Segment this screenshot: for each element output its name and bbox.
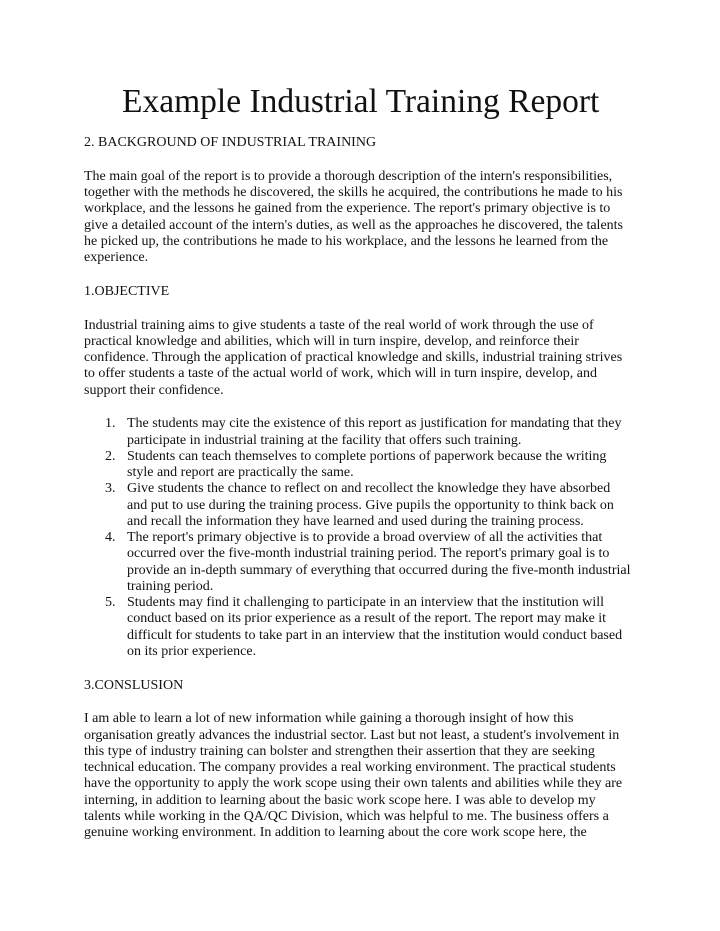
- document-title: Example Industrial Training Report: [122, 83, 600, 120]
- text-line: I am able to learn a lot of new information while gaining a thorough insight of how this: [84, 711, 574, 727]
- text-line: interning, in addition to learning about the basic work scope here. I was able to develop my: [84, 792, 596, 808]
- text-line: training period.: [127, 578, 214, 594]
- list-item: [84, 449, 684, 482]
- text-line: experience.: [84, 250, 149, 265]
- text-line: and recall the information they have learned and used during the training process.: [127, 513, 584, 529]
- text-line: conduct based on its prior experience as a result of the report. The report may make it: [127, 611, 607, 627]
- text-line: 3.CONSLUSION: [84, 677, 184, 693]
- text-line: The main goal of the report is to provide a thorough description of the intern's responsibilities,: [84, 168, 613, 184]
- section-heading: [84, 135, 684, 151]
- paragraph: [84, 169, 684, 267]
- text-line: participate in industrial training at the facility that offers such training.: [127, 432, 522, 448]
- text-line: The students may cite the existence of this report as justification for mandating that they: [127, 416, 622, 432]
- text-line: workplace, and the lessons he gained from the experience. The report's primary objective is to: [84, 201, 611, 217]
- text-line: 2. BACKGROUND OF INDUSTRIAL TRAINING: [84, 135, 377, 150]
- text-line: technical education. The company provides a real working environment. The practical students: [84, 760, 616, 775]
- list-item-number: 1.: [105, 416, 116, 432]
- list-item-number: 2.: [105, 448, 116, 464]
- text-line: Students may find it challenging to participate in an interview that the institution will: [127, 595, 605, 610]
- list-item-number: 3.: [105, 481, 116, 497]
- text-line: The report's primary objective is to provide a broad overview of all the activities that: [127, 530, 603, 545]
- text-line: difficult for students to take part in an interview that the institution would conduct based: [127, 627, 623, 643]
- paragraph: [84, 711, 684, 841]
- text-line: genuine working environment. In addition to learning about the core work scope here, the: [84, 825, 587, 840]
- section-heading: [84, 678, 684, 694]
- text-line: Give students the chance to reflect on and recollect the knowledge they have absorbed: [127, 481, 611, 497]
- document-body: [84, 135, 684, 859]
- text-line: Students can teach themselves to complete portions of paperwork because the writing: [127, 448, 607, 464]
- list-item-number: 4.: [105, 530, 116, 545]
- list-item: [84, 595, 684, 660]
- text-line: support their confidence.: [84, 382, 224, 398]
- text-line: and put to use during the training process. Give pupils the opportunity to think back on: [127, 497, 614, 513]
- text-line: have the opportunity to apply the work scope using their own talents and abilities while they are: [84, 776, 623, 792]
- text-line: to offer students a taste of the actual world of work, which will in turn inspire, develop, and: [84, 366, 597, 382]
- paragraph: [84, 318, 684, 399]
- list-item: [84, 530, 684, 595]
- numbered-list: [84, 416, 684, 660]
- list-item-number: 5.: [105, 595, 116, 610]
- text-line: give a detailed account of the intern's duties, as well as the approaches he discovered, the talents: [84, 217, 623, 233]
- text-line: together with the methods he discovered, the skills he acquired, the contributions he made to his: [84, 185, 623, 200]
- text-line: on its prior experience.: [127, 643, 257, 659]
- text-line: he picked up, the contributions he made to his workplace, and the lessons he learned from the: [84, 233, 609, 249]
- text-line: occurred over the five-month industrial training period. The report's primary goal is to: [127, 546, 610, 562]
- text-line: style and report are practically the same.: [127, 465, 354, 480]
- text-line: organisation greatly advances the industrial sector. Last but not least, a student's involvement in: [84, 727, 620, 743]
- section-heading: [84, 284, 684, 300]
- text-line: practical knowledge and abilities, which will in turn inspire, develop, and reinforce their: [84, 333, 579, 349]
- text-line: Industrial training aims to give students a taste of the real world of work through the use of: [84, 317, 594, 333]
- text-line: confidence. Through the application of practical knowledge and skills, industrial training strives: [84, 350, 623, 365]
- text-line: talents while working in the QA/QC Division, which was helpful to me. The business offers a: [84, 808, 609, 824]
- text-line: provide an in-depth summary of everything that occurred during the five-month industrial: [127, 562, 631, 578]
- text-line: 1.OBJECTIVE: [84, 283, 170, 299]
- list-item: [84, 416, 684, 449]
- text-line: this type of industry training can bolster and strengthen their assertion that they are seeking: [84, 743, 595, 759]
- list-item: [84, 481, 684, 530]
